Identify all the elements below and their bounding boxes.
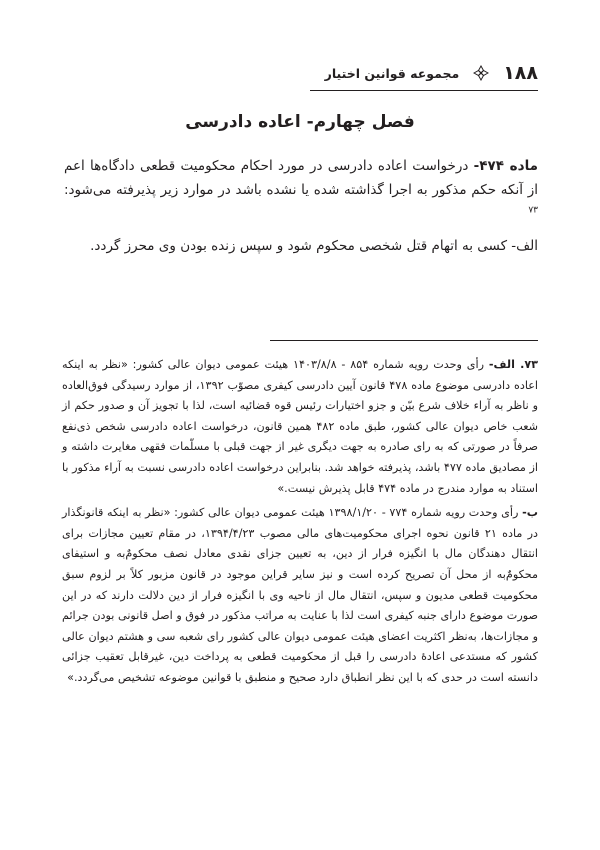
footnote-reference[interactable]: ۷۳ — [528, 205, 538, 216]
header-divider — [310, 90, 538, 91]
footnote-73-text: رأی وحدت رویه شماره ۸۵۴ - ۱۴۰۳/۸/۸ هیئت عمومی دیوان عالی کشور: «نظر به اینکه اعاده دادرسی موضوع ماده ۴۷۸ قانون آیین دادرسی کیفری مصوّب ۱۳۹۲، از موارد رسیدگی فوق‌العاده و ناظر به آراء خلاف شرع بیّن و جزو اختیارات رئیس قوه قضائیه است، لذا با تجویز آن و صدور حکم از شعب خاص دیوان عالی کشور، طبق ماده ۴۸۲ همین قانون، درخواست اعاده دادرسی شخص ذی‌نفع صرفاً در صورتی که به رای صادره به جهت دیگری غیر از جهت قبلی با مسلّمات فقهی مغایرت داشته و از مصادیق ماده ۴۷۷ باشد، پذیرفته خواهد شد. بنابراین درخواست اعاده دادرسی نسبت به آراء مذکور با استناد به موارد مندرج در ماده ۴۷۴ قابل پذیرش نیست.» — [62, 358, 539, 495]
footnote-separator — [270, 340, 538, 341]
book-title: مجموعه قوانین اختیار — [324, 65, 460, 81]
diamond-flower-ornament-icon — [473, 65, 489, 81]
article-intro-text: درخواست اعاده دادرسی در مورد احکام محکومیت قطعی دادگاه‌ها اعم از آنکه حکم مذکور به اجرا گذاشته شده یا نشده باشد در موارد زیر پذیرفته می‌شود: — [64, 158, 538, 198]
running-head — [320, 62, 538, 84]
footnote-b-label: ب- — [522, 506, 538, 520]
footnote-b-text: رأی وحدت رویه شماره ۷۷۴ - ۱۳۹۸/۱/۲۰ هیئت عمومی دیوان عالی کشور: «نظر به اینکه قانونگذار در ماده ۲۱ قانون نحوه اجرای محکومیت‌های مالی مصوب ۱۳۹۴/۴/۲۳، در مقام تعیین مجازات برای انتقال دهندگان مال با انگیزه فرار از دین، به تعیین جزای نقدی معادل نصف محکومٌ‌به و استیفای محکومٌ‌به از محل آن تصریح کرده است و نیز سایر قراین موجود در قانون مزبور کلاً بر لزوم سبق محکومیت قطعی مدیون و سپس، انتقال مال از ناحیه وی با انگیزه فرار از دین دلالت دارند که در این صورت موضوع دارای جنبه کیفری است لذا با عنایت به مراتب مذکور در فوق و اصل قانونی بودن جرائم و مجازات‌ها، به‌نظر اکثریت اعضای هیئت عمومی دیوان عالی کشور رای شعبه سی و هشتم دیوان عالی کشور که مستدعی اعادهٔ دادرسی را قبل از محکومیت قطعی به پرداخت دین، غیرقابل تعقیب جزائی دانسته است در حدی که با این نظر انطباق دارد صحیح و منطبق با قوانین موضوعه تشخیص می‌گردد.» — [62, 506, 539, 684]
article-intro-paragraph — [64, 154, 538, 226]
footnote-73-a — [62, 355, 538, 499]
clause-a-paragraph — [64, 234, 538, 258]
page-number: ۱۸۸ — [503, 62, 538, 84]
article-label: ماده ۴۷۴- — [473, 158, 539, 174]
footnote-73-b — [62, 503, 538, 688]
article-474 — [64, 154, 538, 266]
clause-a-text: الف- کسی به اتهام قتل شخصی محکوم شود و سپس زنده بودن وی محرز گردد. — [90, 238, 538, 254]
footnotes — [62, 355, 538, 693]
chapter-title: فصل چهارم- اعاده دادرسی — [185, 112, 415, 132]
footnote-73-label: ۷۳. الف- — [488, 358, 538, 371]
